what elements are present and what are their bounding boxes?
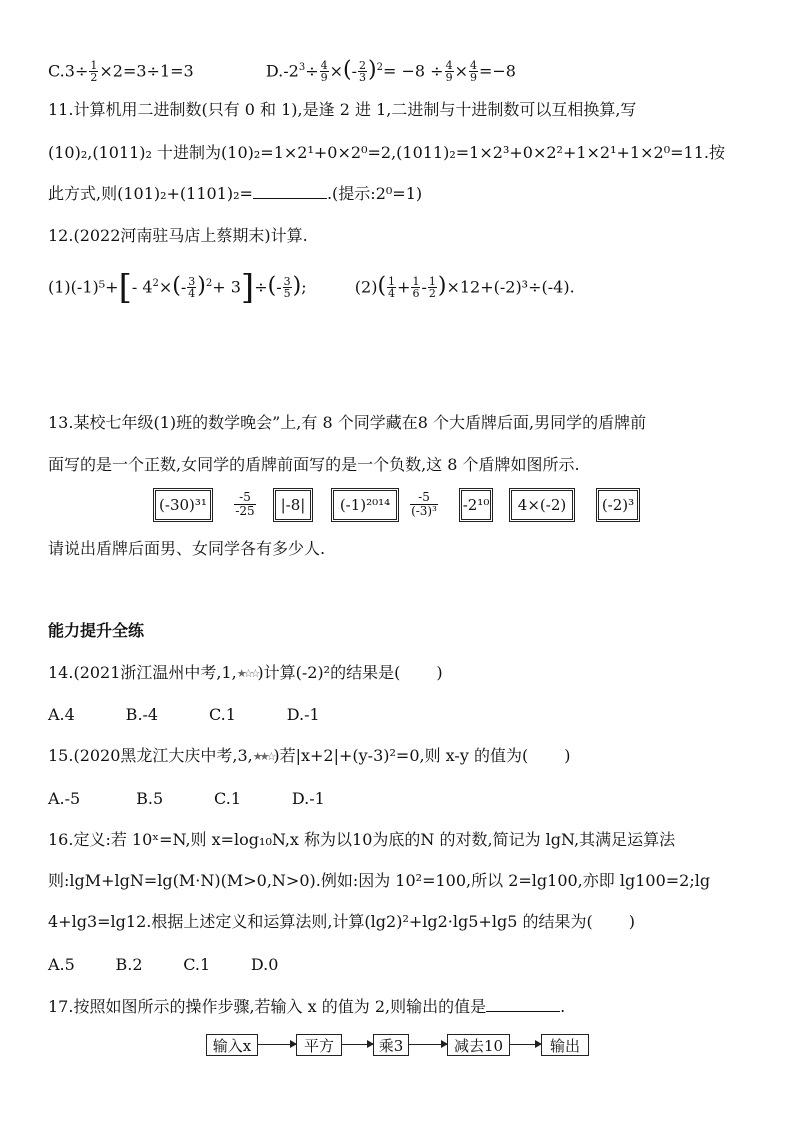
flow-times3-box: 乘3 [373,1034,409,1056]
option-c-expr: 3÷ [64,61,89,81]
frac-den: 4 [188,287,196,301]
frac-den: 6 [412,287,420,301]
shield-2 [230,484,260,524]
operator: × [329,61,344,81]
q16-line2: 则:lgM+lgN=lg(M·N)(M>0,N>0).例如:因为 10²=100,所以 2=lg100,亦即 lg100=2;lg [48,871,711,890]
option-d-label: D. [265,61,284,81]
equals-expr: = −8 ÷ [382,61,444,81]
option-d-expr: -2 [283,61,299,81]
operator: ÷ [254,277,268,297]
frac-num: 1 [90,59,98,73]
section-title: 能力提升全练 [48,621,145,640]
difficulty-star-icon: ★☆☆ [236,667,258,680]
q16-line3 [48,912,635,932]
q14-source: 14.(2021浙江温州中考,1, [48,663,237,682]
paren-close: ) [436,663,443,682]
frac-den: 9 [445,71,453,85]
option-c-label: C. [48,61,65,81]
frac-den: 9 [469,71,477,85]
exponent: 3 [298,62,306,73]
q14-question: )计算(-2)²的结果是( [257,663,401,682]
frac-num: 4 [320,59,328,73]
frac-num: 1 [412,275,420,289]
flow-arrow [409,1044,447,1045]
operator: + [397,277,411,297]
frac-num: 3 [188,275,196,289]
q11-expr: 此方式,则(101)₂+(1101)₂= [48,184,253,203]
flow-arrow [258,1044,296,1045]
fraction-3-4 [187,276,196,299]
q15-line [48,746,570,767]
result: =−8 [478,61,516,81]
frac-den: 2 [90,71,98,85]
q15-source: 15.(2020黑龙江大庆中考,3, [48,746,253,765]
q11-line1: 11.计算机用二进制数(只有 0 和 1),是逢 2 进 1,二进制与十进制数可以互相换算,写 [48,100,637,119]
option-c-d-line: C.3÷ $\frac{1}{2}$ ×2=3÷1=3 $D.-2^3\div$ $\frac{4}{9}$ ×(- $\frac{2}{3}$ )$^2$= −8 ÷ $\frac{4}{9}$ × $\frac{4}{9}$ =−8 [48,57,516,85]
shield-5 [404,484,444,524]
fraction-3-5 [283,276,292,299]
separator: ; [301,277,307,297]
fraction-2-3 [358,60,367,83]
frac-den: 3 [359,71,367,85]
flow-square-box: 平方 [296,1034,342,1056]
shield-8: (-2)³ [596,488,640,522]
frac-den: 2 [428,287,436,301]
flow-output-box: 输出 [541,1034,589,1056]
minus: - [276,277,282,297]
operator: - [421,277,427,297]
q15-question: )若|x+2|+(y-3)²=0,则 x-y 的值为( [273,746,529,765]
shield-6: -2¹⁰ [459,488,493,522]
fraction-1-2 [428,276,437,299]
frac-num: 3 [283,275,291,289]
fraction-half [89,60,98,83]
paren-close: ) [564,746,571,765]
shield-1: (-30)³¹ [153,488,213,522]
period: . [560,997,566,1016]
flow-input-box: 输入x [206,1034,258,1056]
fraction-1-4 [387,276,396,299]
operator: ÷ [305,61,319,81]
minus: - [351,61,358,81]
q12-title: 12.(2022河南驻马店上蔡期末)计算. [48,226,308,245]
exponent: 2 [152,278,159,289]
answer-blank[interactable] [253,184,327,199]
frac-num: -5 [234,491,255,505]
exponent: 2 [205,278,213,289]
q11-line2: (10)₂,(1011)₂ 十进制为(10)₂=1×2¹+0×2⁰=2,(1011)₂=1×2³+0×2²+1×2¹+1×2⁰=11.按 [48,143,725,162]
paren-close: ) [628,912,635,931]
fraction-4-9 [320,60,329,83]
frac-num: 2 [359,59,367,73]
q17-line [48,997,565,1017]
flow-arrow [342,1044,373,1045]
q17-question: 17.按照如图所示的操作步骤,若输入 x 的值为 2,则输出的值是 [48,997,487,1016]
frac-num: 4 [469,59,477,73]
flow-minus10-box: 减去10 [447,1034,510,1056]
fraction-4-9 [469,60,478,83]
difficulty-star-icon: ★★☆ [252,750,274,763]
q13-line1: 13.某校七年级(1)班的数学晚会”上,有 8 个同学藏在8 个大盾牌后面,男同学的盾牌前 [48,413,647,432]
frac-num: 1 [428,275,436,289]
option-c-expr-end: ×2=3÷1=3 [99,61,194,81]
q12-part2-label: (2) [354,277,378,297]
flow-arrow [510,1044,541,1045]
frac-num: 4 [445,59,453,73]
frac-den: 5 [283,287,291,301]
q16-line1: 16.定义:若 10ˣ=N,则 x=log₁₀N,x 称为以10为底的N 的对数,简记为 lgN,其满足运算法 [48,830,676,849]
q13-line3: 请说出盾牌后面男、女同学各有多少人. [48,539,326,558]
fraction-1-6 [411,276,420,299]
q16-options: A.5 B.2 C.1 D.0 [48,955,279,974]
frac-den: 4 [388,287,396,301]
q12-expressions: (1)(-1)⁵+[- $4^2\times(-$ $\frac{3}{4}$ )$^2$+ 3]÷(- $\frac{3}{5}$ ); (2)( $\frac{1}{4}$ + $\frac{1}{6}$ - $\frac{1}{2}$ )×12+(-2)³÷(-4). [48,267,575,308]
q13-line2: 面写的是一个正数,女同学的盾牌前面写的是一个负数,这 8 个盾牌如图所示. [48,455,580,474]
frac-den: (-3)³ [411,503,437,518]
q14-options: A.4 B.-4 C.1 D.-1 [48,705,320,724]
shield-3: |-8| [273,488,313,522]
operator: × [454,61,468,81]
operator: × [158,277,173,297]
answer-blank[interactable] [486,997,560,1012]
frac-num: -5 [410,491,438,505]
q12-part2-end: ×12+(-2)³÷(-4). [446,277,575,297]
term: - 4 [131,277,153,297]
q11-hint: .(提示:2⁰=1) [326,184,423,203]
term: + 3 [212,277,241,297]
q11-line3 [48,184,422,204]
q15-options: A.-5 B.5 C.1 D.-1 [48,789,325,808]
exponent: 2 [376,62,383,73]
frac-den: 9 [320,71,328,85]
shield-7: 4×(-2) [509,488,575,522]
q16-question: 4+lg3=lg12.根据上述定义和运算法则,计算(lg2)²+lg2·lg5+lg5 的结果为( [48,912,593,931]
q14-line [48,663,443,684]
q12-part1-start: (1)(-1)⁵+ [48,277,119,297]
fraction-4-9 [445,60,454,83]
frac-den: -25 [235,503,255,518]
frac-num: 1 [388,275,396,289]
shield-4: (-1)²⁰¹⁴ [331,488,399,522]
minus: - [180,277,187,297]
